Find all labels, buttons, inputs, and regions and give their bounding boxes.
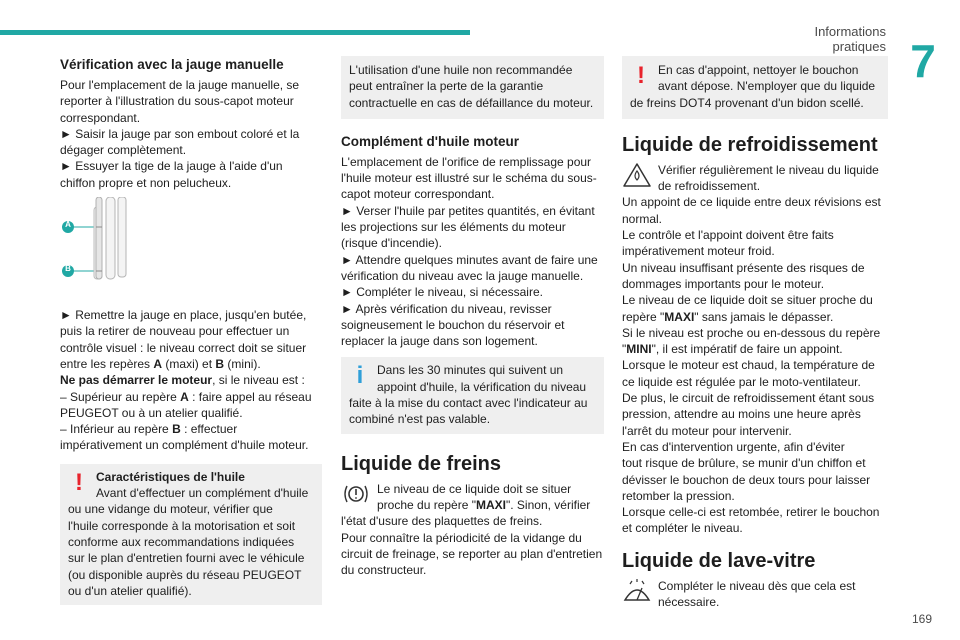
text-line: ou d'un atelier qualifié). xyxy=(68,583,192,598)
text-line-below-b xyxy=(60,421,322,437)
text-line: PEUGEOT ou à un atelier qualifié. xyxy=(60,405,243,420)
maxi-mark: MAXI xyxy=(476,497,506,512)
text-line: Le niveau de ce liquide doit se situer proche du xyxy=(622,293,873,308)
text-span: (maxi) et xyxy=(162,356,216,371)
text-line: avant dépose. N'employer que du liquide xyxy=(658,79,876,94)
coolant-warning-icon xyxy=(622,162,652,188)
text-line: (risque d'incendie). xyxy=(341,236,443,251)
heading-coolant: Liquide de refroidissement xyxy=(622,133,878,156)
text-span: ", il est impératif de faire un appoint. xyxy=(651,342,843,357)
dipstick-illustration xyxy=(60,197,322,297)
text-span: entre les repères xyxy=(60,356,154,371)
text-line: Un niveau insuffisant présente des risques de xyxy=(622,260,865,275)
text-line: Si le niveau est proche ou en-dessous du repère xyxy=(622,325,881,340)
text-span: – Inférieur au repère xyxy=(60,422,173,437)
text-line: ► Remettre la jauge en place, jusqu'en butée, xyxy=(60,308,307,323)
text-line: En cas d'appoint, nettoyer le bouchon xyxy=(658,63,859,77)
heading-oil-topup: Complément d'huile moteur xyxy=(341,133,519,149)
text-line: de refroidissement. xyxy=(658,179,761,194)
text-span: – Supérieur au repère xyxy=(60,389,181,404)
text-line: sur le plan d'entretien fourni avec le véhicule xyxy=(68,551,305,566)
text-line: correspondant. xyxy=(60,110,141,125)
text-line: Compléter le niveau dès que cela est xyxy=(658,578,856,593)
text-line: du constructeur. xyxy=(341,563,427,578)
text-line: ► Essuyer la tige de la jauge à l'aide d'un xyxy=(60,159,283,174)
text-span: : faire appel au réseau xyxy=(188,389,312,404)
text-line: ► Compléter le niveau, si nécessaire. xyxy=(341,285,543,300)
mark-b: B xyxy=(215,356,225,371)
page-section-title: Informations pratiques xyxy=(814,24,886,54)
text-line: L'emplacement de l'orifice de remplissage pour xyxy=(341,154,592,169)
text-line: Lorsque le moteur est chaud, la température de xyxy=(622,358,875,373)
text-line-no-start xyxy=(60,372,322,388)
text-line: replacer la jauge dans son logement. xyxy=(341,334,538,349)
mark-a: A xyxy=(180,389,189,404)
text-line: impérativement moteur froid. xyxy=(622,244,775,259)
warning-title: Caractéristiques de l'huile xyxy=(96,469,245,484)
text-line: soigneusement le bouchon du réservoir et xyxy=(341,317,565,332)
text-line: reporter à l'illustration du sous-capot moteur xyxy=(60,94,294,109)
column-2 xyxy=(341,56,604,578)
text-line: ► Après vérification du niveau, revisser xyxy=(341,301,552,316)
dipstick-intro-lines xyxy=(60,77,322,191)
info-icon: i xyxy=(356,362,364,390)
text-line: (ou disponible auprès du réseau PEUGEOT xyxy=(68,567,302,582)
text-line: conforme aux recommandations indiquées xyxy=(68,534,295,549)
maxi-mark: MAXI xyxy=(664,309,695,324)
text-line-marks xyxy=(60,356,322,372)
text-line: et compléter le niveau. xyxy=(622,521,743,536)
text-span: repère " xyxy=(622,309,665,324)
dipstick-drawing xyxy=(60,197,322,297)
text-line: peut entraîner la perte de la garantie xyxy=(349,79,544,94)
page-number: 169 xyxy=(911,612,932,626)
mark-a: A xyxy=(153,356,163,371)
warning-exclamation-icon: ! xyxy=(637,62,645,89)
oil-spec-warning-box xyxy=(60,464,322,605)
text-line: L'utilisation d'une huile non recommandée xyxy=(349,63,573,77)
text-line: Dans les 30 minutes qui suivent un xyxy=(377,363,564,378)
text-line: chiffon propre et non pelucheux. xyxy=(60,175,232,190)
brake-fluid-block xyxy=(341,481,604,579)
text-line: Pour l'emplacement de la jauge manuelle, se xyxy=(60,78,300,92)
text-line: ou une vidange du moteur, vérifier que xyxy=(68,502,273,517)
text-line: de freins DOT4 provenant d'un bidon scellé. xyxy=(630,95,864,110)
text-line: impérativement un complément d'huile moteur. xyxy=(60,438,309,453)
text-line: capot moteur correspondant. xyxy=(341,187,495,202)
dipstick-label-a: A xyxy=(65,220,71,230)
text-line: tout risque de brûlure, se munir d'un chiffon et xyxy=(622,456,866,471)
text-line: appoint d'huile, la vérification du niveau xyxy=(377,379,587,394)
text-line-above-a xyxy=(60,389,322,405)
text-line: Lorsque celle-ci est retombée, retirer le bouchon xyxy=(622,505,880,520)
text-span: " xyxy=(622,342,627,357)
washer-block xyxy=(622,578,888,611)
column-3 xyxy=(622,56,888,610)
brake-fluid-icon xyxy=(341,481,371,507)
text-line: pression, attendre au moins une heure après xyxy=(622,407,861,422)
coolant-block xyxy=(622,162,888,537)
text-line-maxi xyxy=(622,309,888,325)
text-line: ce liquide est régulée par le moto-ventilateur. xyxy=(622,374,861,389)
text-span: ". Sinon, vérifier xyxy=(506,497,591,512)
bold-span: Ne pas démarrer le moteur xyxy=(60,373,213,388)
brake-fluid-warning-box xyxy=(622,56,888,119)
dipstick-label-b: B xyxy=(65,264,71,274)
heading-washer-fluid: Liquide de lave-vitre xyxy=(622,549,816,572)
text-line: normal. xyxy=(622,211,663,226)
text-line: En cas d'intervention urgente, afin d'éviter xyxy=(622,439,845,454)
text-line: dévisser le bouchon de deux tours pour laisser xyxy=(622,472,871,487)
column-1 xyxy=(60,56,322,609)
text-line: combiné n'est pas valable. xyxy=(349,412,491,427)
text-line: nécessaire. xyxy=(658,595,720,610)
header-accent-bar xyxy=(0,30,470,35)
text-line: Le contrôle et l'appoint doivent être faits xyxy=(622,228,834,243)
text-line: faite à la mise du contact avec l'indicateur au xyxy=(349,396,588,411)
washer-icon xyxy=(622,578,652,604)
text-line: Un appoint de ce liquide entre deux révisions est xyxy=(622,195,881,210)
text-line: l'arrêt du moteur pour intervenir. xyxy=(622,423,792,438)
text-span: : effectuer xyxy=(180,422,238,437)
text-line: circuit de freinage, se reporter au plan d'entretien xyxy=(341,546,603,561)
text-line: les projections sur les éléments du moteur xyxy=(341,220,566,235)
mini-mark: MINI xyxy=(626,342,652,357)
text-line: Vérifier régulièrement le niveau du liquide xyxy=(658,162,879,177)
text-line: Le niveau de ce liquide doit se situer xyxy=(377,481,572,496)
text-line: dommages importants pour le moteur. xyxy=(622,276,825,291)
oil-topup-lines xyxy=(341,154,604,350)
heading-brake-fluid: Liquide de freins xyxy=(341,452,502,475)
text-span: , si le niveau est : xyxy=(212,373,305,388)
text-span: " sans jamais le dépasser. xyxy=(694,309,834,324)
text-line: contractuelle en cas de défaillance du moteur. xyxy=(349,95,594,110)
heading-dipstick-check: Vérification avec la jauge manuelle xyxy=(60,57,284,72)
text-line: ► Verser l'huile par petites quantités, en évitant xyxy=(341,203,595,218)
text-line: puis la retirer de nouveau pour effectuer un xyxy=(60,324,290,339)
warning-exclamation-icon: ! xyxy=(75,468,83,496)
text-line: dégager complètement. xyxy=(60,143,187,158)
text-line: l'huile corresponde à la motorisation et soit xyxy=(68,518,296,533)
text-span: proche du repère " xyxy=(377,497,476,512)
text-line: ► Attendre quelques minutes avant de faire une xyxy=(341,252,598,267)
text-line: retomber la pression. xyxy=(622,488,735,503)
text-line-mini xyxy=(622,341,888,357)
text-span: (mini). xyxy=(224,356,261,371)
chapter-number: 7 xyxy=(910,35,936,87)
dipstick-check-lines xyxy=(60,307,322,454)
mark-b: B xyxy=(172,422,181,437)
text-line: l'huile moteur est illustré sur le schéma du sous- xyxy=(341,171,597,186)
text-line: ► Saisir la jauge par son embout coloré et la xyxy=(60,126,300,141)
text-line: Avant d'effectuer un complément d'huile xyxy=(96,486,309,501)
text-line: vérification du niveau avec la jauge manuelle. xyxy=(341,268,584,283)
text-line: l'état d'usure des plaquettes de freins. xyxy=(341,514,543,529)
text-line: contrôle visuel : le niveau correct doit se situer xyxy=(60,340,307,355)
text-line-brake-maxi xyxy=(341,497,604,513)
text-line: Pour connaître la périodicité de la vidange du xyxy=(341,530,582,545)
oil-info-box xyxy=(341,357,604,433)
oil-warranty-box xyxy=(341,56,604,119)
text-line: De plus, le circuit de refroidissement étant sous xyxy=(622,391,875,406)
